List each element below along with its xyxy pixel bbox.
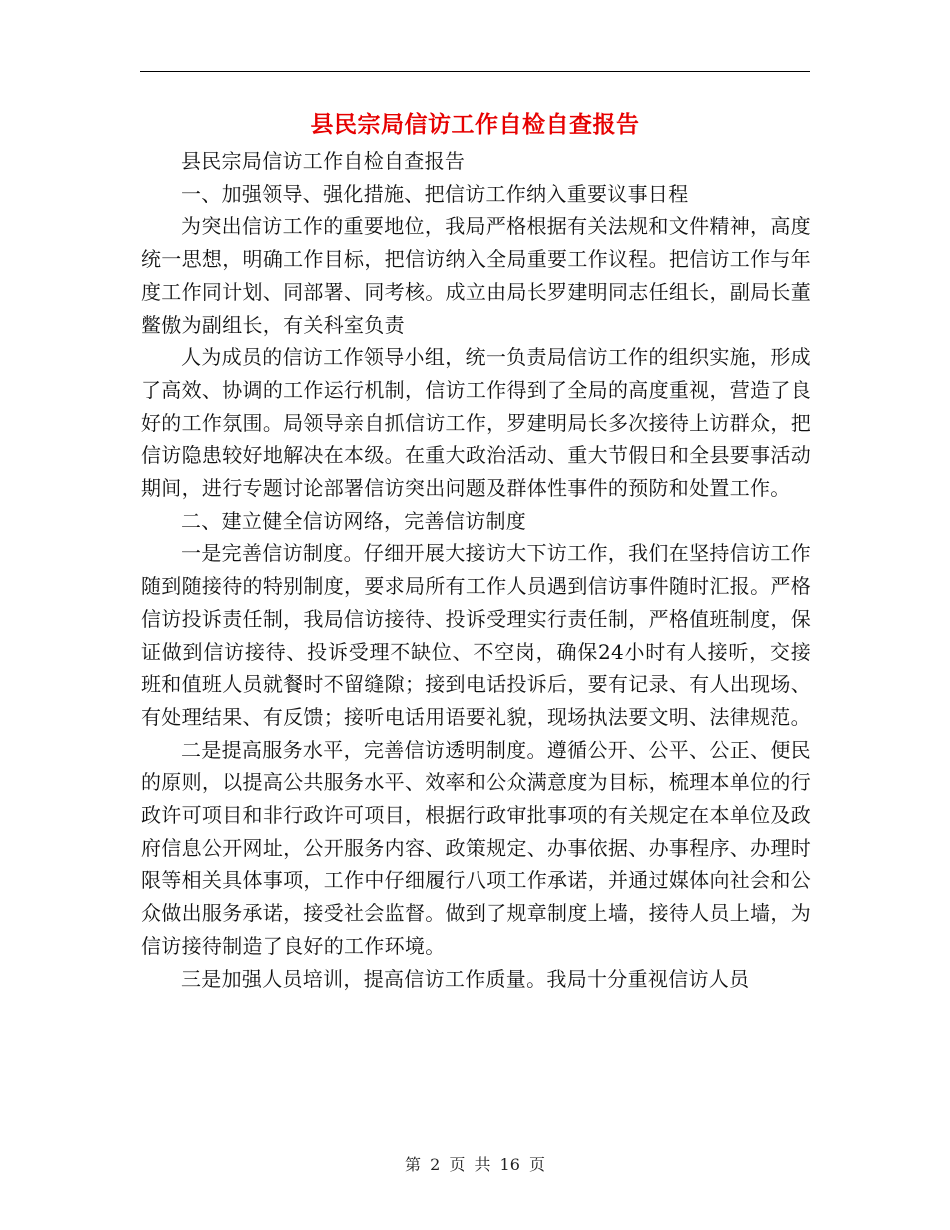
document-body	[141, 145, 811, 995]
header-rule	[140, 71, 810, 72]
paragraph-subtitle: 县民宗局信访工作自检自查报告	[181, 149, 466, 173]
paragraph: 为突出信访工作的重要地位，我局严格根据有关法规和文件精神，高度统一思想，明确工作目标，把信访纳入全局重要工作议程。把信访工作与年度工作同计划、同部署、同考核。成立由局长罗建明同志任组长，副局长董鳖傲为副组长，有关科室负责	[141, 214, 811, 337]
paragraph-heading-2: 二、建立健全信访网络，完善信访制度	[181, 508, 527, 533]
paragraph: 三是加强人员培训，提高信访工作质量。我局十分重视信访人员	[181, 966, 750, 991]
paragraph: 二是提高服务水平，完善信访透明制度。遵循公开、公平、公正、便民的原则，以提高公共服务水平、效率和公众满意度为目标，梳理本单位的行政许可项目和非行政许可项目，根据行政审批事项的有关规定在本单位及政府信息公开网址，公开服务内容、政策规定、办事依据、办事程序、办理时限等相关具体事项，工作中仔细履行八项工作承诺，并通过媒体向社会和公众做出服务承诺，接受社会监督。做到了规章制度上墙，接待人员上墙，为信访接待制造了良好的工作环境。	[141, 737, 811, 958]
document-title: 县民宗局信访工作自检自查报告	[310, 112, 640, 138]
paragraph-heading-1: 一、加强领导、强化措施、把信访工作纳入重要议事日程	[181, 181, 689, 206]
paragraph: 一是完善信访制度。仔细开展大接访大下访工作，我们在坚持信访工作随到随接待的特别制度，要求局所有工作人员遇到信访事件随时汇报。严格信访投诉责任制，我局信访接待、投诉受理实行责任制，严格值班制度，保证做到信访接待、投诉受理不缺位、不空岗，确保24小时有人接听，交接班和值班人员就餐时不留缝隙；接到电话投诉后，要有记录、有人出现场、有处理结果、有反馈；接听电话用语要礼貌，现场执法要文明、法律规范。	[141, 541, 811, 729]
paragraph: 人为成员的信访工作领导小组，统一负责局信访工作的组织实施，形成了高效、协调的工作运行机制，信访工作得到了全局的高度重视，营造了良好的工作氛围。局领导亲自抓信访工作，罗建明局长多次接待上访群众，把信访隐患较好地解决在本级。在重大政治活动、重大节假日和全县要事活动期间，进行专题讨论部署信访突出问题及群体性事件的预防和处置工作。	[141, 345, 811, 501]
page-number-footer: 第 2 页 共 16 页	[405, 1155, 545, 1174]
